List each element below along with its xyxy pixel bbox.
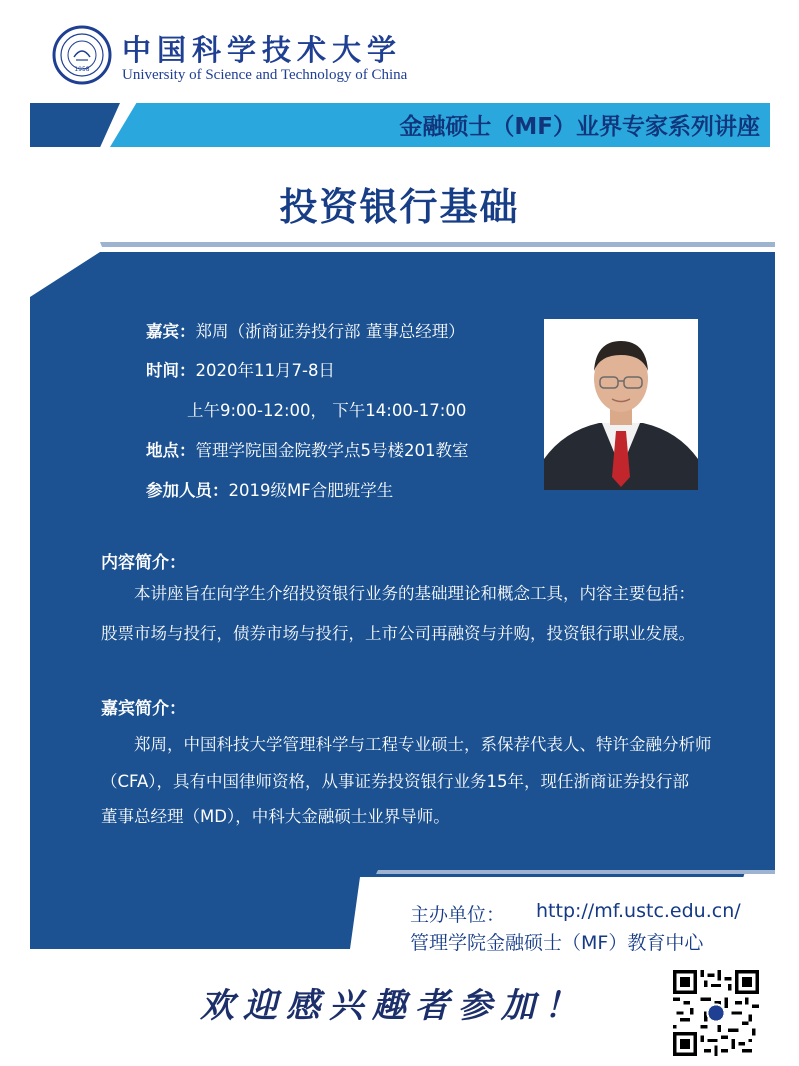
attendees-value: 2019级MF合肥班学生 (228, 481, 394, 500)
qr-code (673, 970, 759, 1056)
university-name-en: University of Science and Technology of China (122, 67, 408, 83)
place-line (146, 437, 469, 461)
guest-intro-line-3: 董事总经理（MD），中科大金融硕士业界导师。 (101, 807, 450, 826)
content-intro-line-2: 股票市场与投行，债券市场与投行，上市公司再融资与并购，投资银行职业发展。 (101, 624, 695, 643)
guest-photo (544, 319, 698, 490)
university-seal-logo (52, 25, 112, 85)
guest-value: 郑周（浙商证券投行部 董事总经理） (195, 322, 465, 341)
banner-dark-stripe (30, 103, 120, 147)
organizer-url[interactable]: http://mf.ustc.edu.cn/ (536, 900, 741, 922)
organizer-label: 主办单位： (410, 904, 506, 926)
guest-intro-line-2: （CFA），具有中国律师资格，从事证券投资银行业务15年，现任浙商证券投行部 (101, 772, 690, 791)
lecture-title: 投资银行基础 (279, 185, 520, 229)
time-date: 2020年11月7-8日 (195, 361, 335, 380)
organizer-name: 管理学院金融硕士（MF）教育中心 (410, 932, 704, 954)
content-intro-heading: 内容简介： (101, 553, 186, 573)
place-label: 地点： (146, 441, 196, 460)
place-value: 管理学院国金院教学点5号楼201教室 (195, 441, 469, 460)
time-label: 时间： (146, 361, 196, 380)
university-name-cn: 中国科学技术大学 (122, 33, 403, 67)
attendees-line (146, 477, 393, 501)
guest-intro-line-1: 郑周，中国科技大学管理科学与工程专业硕士，系保荐代表人、特许金融分析师 (134, 735, 712, 754)
attendees-label: 参加人员： (146, 481, 229, 500)
time-hours: 上午9:00-12:00， 下午14:00-17:00 (187, 401, 467, 420)
content-intro-line-1: 本讲座旨在向学生介绍投资银行业务的基础理论和概念工具，内容主要包括： (134, 584, 695, 603)
guest-intro-heading: 嘉宾简介： (101, 699, 186, 719)
series-title: 金融硕士（MF）业界专家系列讲座 (399, 114, 760, 140)
time-line (146, 357, 335, 381)
welcome-slogan: 欢迎感兴趣者参加！ (200, 986, 587, 1026)
guest-label: 嘉宾： (146, 322, 196, 341)
seal-year-text: 1958 (74, 66, 90, 73)
guest-line (146, 318, 465, 342)
